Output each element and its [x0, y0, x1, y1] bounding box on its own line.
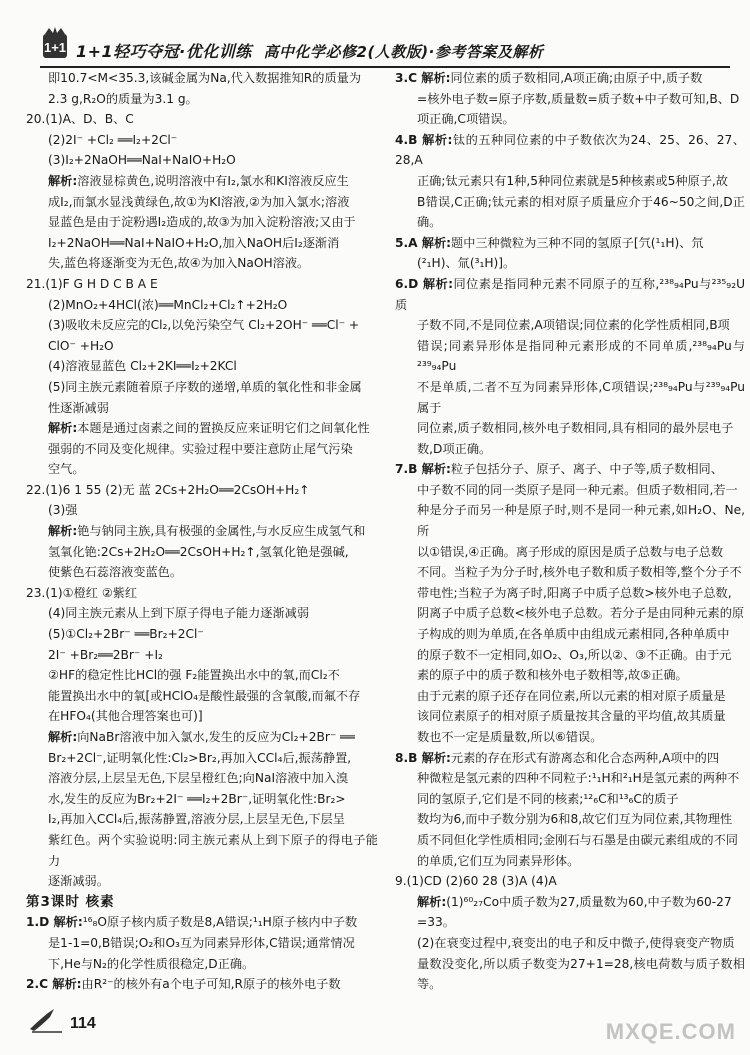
answer-label: 3.C 解析:: [395, 71, 451, 85]
text-line: [26, 686, 378, 707]
line-text: (2)在衰变过程中,衰变出的电子和反中微子,使得衰变产物质: [417, 935, 735, 950]
text-line: [26, 727, 378, 748]
line-text: 中子数不同的同一类原子是同一种元素。但质子数相同,若一: [417, 482, 738, 497]
text-line: [26, 809, 378, 830]
line-text: 阴离子中质子总数<核外电子总数。若分子是由同种元素的原: [417, 606, 745, 621]
text-line: [395, 892, 745, 913]
line-text: 的单质,它们互为同素异形体。: [417, 853, 580, 868]
text-line: [395, 645, 745, 666]
text-line: [26, 912, 378, 933]
answer-label: 解析:: [417, 894, 447, 909]
line-text: 错误;同素异形体是指同种元素形成的不同单质,²³⁸₉₄Pu与²³⁹₉₄Pu: [417, 338, 745, 374]
line-text: 2.3 g,R₂O的质量为3.1 g。: [48, 91, 198, 106]
line-text: 不同。当粒子为分子时,核外电子数和质子数相等,整个分子不: [417, 565, 742, 580]
line-text: 21.(1)F G H D C B A E: [26, 276, 158, 291]
text-line: [395, 480, 745, 501]
line-text: 氢氧化铯:2Cs+2H₂O══2CsOH+H₂↑,氢氧化铯是强碱,: [48, 544, 349, 559]
left-column: [26, 68, 378, 995]
line-text: 子数不同,不是同位素,A项错误;同位素的化学性质相同,B项: [417, 318, 730, 333]
text-line: [26, 274, 378, 295]
answer-label: 解析:: [48, 524, 78, 539]
line-text: ClO⁻ +H₂O: [48, 338, 114, 353]
text-line: [395, 665, 745, 686]
text-line: [395, 274, 745, 315]
line-text: 量数没变化,所以质子数变为27+1=28,核电荷数与质子数相等。: [417, 956, 745, 992]
line-text: (2)2I⁻ +Cl₂ ══I₂+2Cl⁻: [48, 132, 178, 147]
text-line: [26, 68, 378, 89]
line-text: 粒子包括分子、原子、离子、中子等,质子数相同、: [450, 462, 723, 477]
text-line: [395, 233, 745, 254]
line-text: 数均为6,而中子数分别为6和8,故它们互为同位素,其物理性: [417, 812, 733, 827]
line-text: 在HFO₄(其他合理答案也可)]: [48, 709, 203, 724]
line-text: (1)⁶⁰₂₇Co中质子数为27,质量数为60,中子数为60-27: [446, 894, 732, 909]
line-text: 子构成的则为单质,在各单质中由组成元素相同,各种单质中: [417, 627, 730, 642]
answer-label: 解析:: [48, 421, 78, 436]
text-line: [26, 954, 378, 975]
line-text: 该同位素原子的相对原子质量按其含量的平均值,故其质量: [417, 709, 726, 724]
line-text: 数,D项正确。: [417, 441, 492, 456]
text-line: [26, 665, 378, 686]
text-line: [395, 954, 745, 995]
text-line: [26, 212, 378, 233]
text-line: [26, 377, 378, 398]
text-line: [26, 974, 378, 995]
text-line: [395, 109, 745, 130]
line-text: 强弱的不同及变化规律。实验过程中要注意防止尾气污染: [48, 441, 353, 456]
text-line: [26, 89, 378, 110]
text-line: [26, 233, 378, 254]
text-line: [395, 686, 745, 707]
line-text: 20.(1)A、D、B、C: [26, 112, 134, 127]
line-text: ②HF的稳定性比HCl的强 F₂能置换出水中的氧,而Cl₂不: [48, 668, 340, 683]
line-text: (5)同主族元素随着原子序数的递增,单质的氧化性和非金属: [48, 379, 362, 394]
line-text: 水,发生的反应为Br₂+2I⁻ ══I₂+2Br⁻,证明氧化性:Br₂>: [48, 791, 346, 806]
line-text: 空气。: [48, 462, 85, 477]
answer-label: 解析:: [48, 173, 78, 188]
line-text: 以①错误,④正确。离子形成的原因是质子总数与电子总数: [417, 544, 724, 559]
line-text: 素的原子中的质子数和核外电子数相等,故⑤正确。: [417, 668, 688, 683]
line-text: 是1-1=0,B错误;O₂和O₃互为同素异形体,C错误;通常情况: [48, 935, 355, 950]
text-line: [395, 171, 745, 192]
text-line: [395, 253, 745, 274]
line-text: 数也不一定是质量数,所以⑥错误。: [417, 730, 603, 744]
text-line: [26, 398, 378, 419]
line-text: (5)①Cl₂+2Br⁻ ══Br₂+2Cl⁻: [48, 627, 204, 642]
site-watermark: MXQE.COM: [605, 1019, 736, 1044]
text-line: [395, 789, 745, 810]
answer-label: 2.C 解析:: [26, 977, 82, 992]
line-text: 的原子数不一定相同,如O₂、O₃,所以②、③不正确。由于元: [417, 647, 732, 662]
text-line: [26, 500, 378, 521]
line-text: 钛的五种同位素的中子数依次为24、25、26、27、28,A: [395, 132, 745, 168]
line-text: 溶液显棕黄色,说明溶液中有I₂,氯水和KI溶液反应生: [77, 173, 349, 188]
text-line: [395, 439, 745, 460]
answer-label: 解析:: [48, 730, 78, 744]
line-text: (3)强: [48, 503, 78, 518]
answer-label: 8.B 解析:: [395, 750, 451, 765]
text-line: [395, 706, 745, 727]
text-line: [26, 295, 378, 316]
text-line: [26, 315, 378, 336]
text-line: [395, 459, 745, 480]
text-line: [395, 768, 745, 789]
text-line: [395, 542, 745, 563]
line-text: 能置换出水中的氧[或HClO₄是酸性最强的含氧酸,而氟不存: [48, 688, 361, 703]
line-text: (4)同主族元素从上到下原子得电子能力逐渐减弱: [48, 606, 310, 621]
answer-label: 1.D 解析:: [26, 915, 83, 930]
line-text: 带电性;当粒子为离子时,阳离子中质子总数>核外电子总数,: [417, 585, 732, 600]
line-text: (3)I₂+2NaOH══NaI+NaIO+H₂O: [48, 153, 236, 168]
line-text: ¹⁶₈O原子核内质子数是8,A错误;¹₁H原子核内中子数: [82, 915, 358, 930]
line-text: 溶液分层,上层呈无色,下层呈橙红色;向NaI溶液中加入溴: [48, 771, 349, 786]
text-line: [26, 706, 378, 727]
text-line: [26, 830, 378, 871]
text-line: [26, 871, 378, 892]
line-text: 9.(1)CD (2)60 28 (3)A (4)A: [395, 874, 557, 889]
text-line: [26, 439, 378, 460]
text-line: [26, 171, 378, 192]
line-text: 铯与钠同主族,具有极强的金属性,与水反应生成氢气和: [77, 524, 366, 539]
text-line: [395, 933, 745, 954]
text-line: [26, 336, 378, 357]
text-line: [395, 89, 745, 110]
line-text: Br₂+2Cl⁻,证明氧化性:Cl₂>Br₂,再加入CCl₄后,振荡静置,: [48, 750, 352, 765]
line-text: 种是分子而另一种是原子时,则不是同一种元素,如H₂O、Ne,所: [417, 503, 745, 539]
line-text: 元素的存在形式有游离态和化合态两种,A项中的四: [450, 750, 720, 765]
page-footer: [28, 1007, 96, 1033]
text-line: [395, 603, 745, 624]
text-line: [26, 768, 378, 789]
line-text: 同位素是指同种元素不同原子的互称,²³⁸₉₄Pu与²³⁵₉₂U质: [395, 276, 745, 312]
text-line: [395, 748, 745, 769]
line-text: 同位素的质子数相同,A项正确;由原子中,质子数: [450, 71, 703, 85]
text-line: [395, 336, 745, 377]
text-line: [395, 727, 745, 748]
page-header: [40, 18, 730, 68]
text-line: [26, 459, 378, 480]
line-text: I₂,再加入CCl₄后,振荡静置,溶液分层,上层呈无色,下层呈: [48, 812, 345, 827]
text-line: [26, 130, 378, 151]
line-text: 22.(1)6 1 55 (2)无 蓝 2Cs+2H₂O══2CsOH+H₂↑: [26, 482, 310, 497]
line-text: 23.(1)①橙红 ②紫红: [26, 585, 138, 600]
line-text: =核外电子数=原子序数,质量数=质子数+中子数可知,B、D: [417, 91, 740, 106]
text-line: [26, 645, 378, 666]
line-text: 同位素,质子数相同,核外电子数相同,具有相同的最外层电子: [417, 421, 734, 436]
text-line: [26, 624, 378, 645]
header-title: [76, 39, 543, 62]
text-line: [26, 109, 378, 130]
line-text: 第3课时 核素: [26, 893, 115, 910]
text-line: [395, 912, 745, 933]
text-line: [395, 851, 745, 872]
section-heading: [26, 892, 378, 913]
svg-text:1+1: 1+1: [43, 40, 67, 55]
line-text: 性逐渐减弱: [48, 400, 109, 415]
line-text: (3)吸收未反应完的Cl₂,以免污染空气 Cl₂+2OH⁻ ══Cl⁻ +: [48, 318, 360, 333]
line-text: 不是单质,二者不互为同素异形体,C项错误;²³⁸₉₄Pu与²³⁹₉₄Pu属于: [417, 379, 745, 415]
line-text: 即10.7<M<35.3,该碱金属为Na,代入数据推知R的质量为: [48, 71, 362, 85]
line-text: 下,He与N₂的化学性质很稳定,D正确。: [48, 956, 255, 971]
line-text: 正确;钛元素只有1种,5种同位素就是5种核素或5种原子,故: [417, 173, 728, 188]
line-text: (2)MnO₂+4HCl(浓)══MnCl₂+Cl₂↑+2H₂O: [48, 297, 288, 312]
answer-label: 6.D 解析:: [395, 276, 454, 291]
answer-label: 7.B 解析:: [395, 462, 451, 477]
brand-logo-icon: [40, 26, 70, 62]
text-line: [26, 480, 378, 501]
text-line: [395, 315, 745, 336]
text-line: [26, 542, 378, 563]
line-text: B错误,C正确;钛元素的相对原子质量应介于46~50之间,D正确。: [417, 194, 745, 230]
text-line: [26, 583, 378, 604]
text-line: [395, 130, 745, 171]
text-line: [395, 418, 745, 439]
text-line: [26, 603, 378, 624]
header-subtitle: 高中化学必修2(人教版)·参考答案及解析: [263, 43, 544, 61]
text-line: [26, 356, 378, 377]
text-line: [395, 68, 745, 89]
text-line: [26, 150, 378, 171]
text-line: [26, 789, 378, 810]
line-text: 项正确,C项错误。: [417, 112, 515, 127]
text-line: [26, 192, 378, 213]
text-line: [26, 418, 378, 439]
text-line: [26, 253, 378, 274]
text-line: [395, 809, 745, 830]
text-line: [395, 377, 745, 418]
line-text: 同的氢原子,它们是不同的核素;¹²₆C和¹³₆C的质子: [417, 791, 679, 806]
line-text: I₂+2NaOH══NaI+NaIO+H₂O,加入NaOH后I₂逐渐消: [48, 235, 340, 250]
header-brand: 1+1轻巧夺冠·优化训练: [76, 42, 252, 61]
text-line: [26, 521, 378, 542]
line-text: 本题是通过卤素之间的置换反应来证明它们之间氧化性: [77, 421, 370, 436]
text-line: [395, 500, 745, 541]
page-number: 114: [70, 1015, 96, 1032]
text-line: [395, 562, 745, 583]
line-text: 题中三种微粒为三种不同的氢原子[氕(¹₁H)、氘: [451, 235, 704, 250]
right-column: [395, 68, 745, 995]
text-line: [395, 583, 745, 604]
line-text: 向NaBr溶液中加入氯水,发生的反应为Cl₂+2Br⁻ ══: [77, 730, 355, 744]
text-line: [26, 933, 378, 954]
line-text: =33。: [417, 915, 455, 930]
line-text: 逐渐减弱。: [48, 874, 109, 889]
line-text: 种微粒是氢元素的四种不同粒子:¹₁H和²₁H是氢元素的两种不: [417, 771, 740, 786]
line-text: 由R²⁻的核外有a个电子可知,R原子的核外电子数: [81, 977, 341, 992]
answer-label: 5.A 解析:: [395, 235, 452, 250]
text-line: [26, 748, 378, 769]
text-line: [395, 192, 745, 233]
text-line: [395, 830, 745, 851]
line-text: 失,蓝色将逐渐变为无色,故④为加入NaOH溶液。: [48, 256, 310, 271]
text-line: [395, 624, 745, 645]
text-line: [395, 871, 745, 892]
line-text: 质不同但化学性质相同;金刚石与石墨是由碳元素组成的不同: [417, 832, 738, 847]
line-text: 使紫色石蕊溶液变蓝色。: [48, 565, 183, 580]
line-text: 显蓝色是由于淀粉遇I₂造成的,故③为加入淀粉溶液;又由于: [48, 215, 356, 230]
pen-nib-icon: [28, 1007, 64, 1033]
line-text: 成I₂,而氯水显浅黄绿色,故①为KI溶液,②为加入氯水;溶液: [48, 194, 350, 209]
text-line: [26, 562, 378, 583]
line-text: 紫红色。两个实验说明:同主族元素从上到下原子的得电子能力: [48, 832, 378, 868]
line-text: (4)溶液显蓝色 Cl₂+2KI══I₂+2KCl: [48, 359, 237, 374]
answer-label: 4.B 解析:: [395, 132, 453, 147]
line-text: 2I⁻ +Br₂══2Br⁻ +I₂: [48, 647, 163, 662]
line-text: (²₁H)、氚(³₁H)]。: [417, 256, 516, 271]
line-text: 由于元素的原子还存在同位素,所以元素的相对原子质量是: [417, 688, 726, 703]
